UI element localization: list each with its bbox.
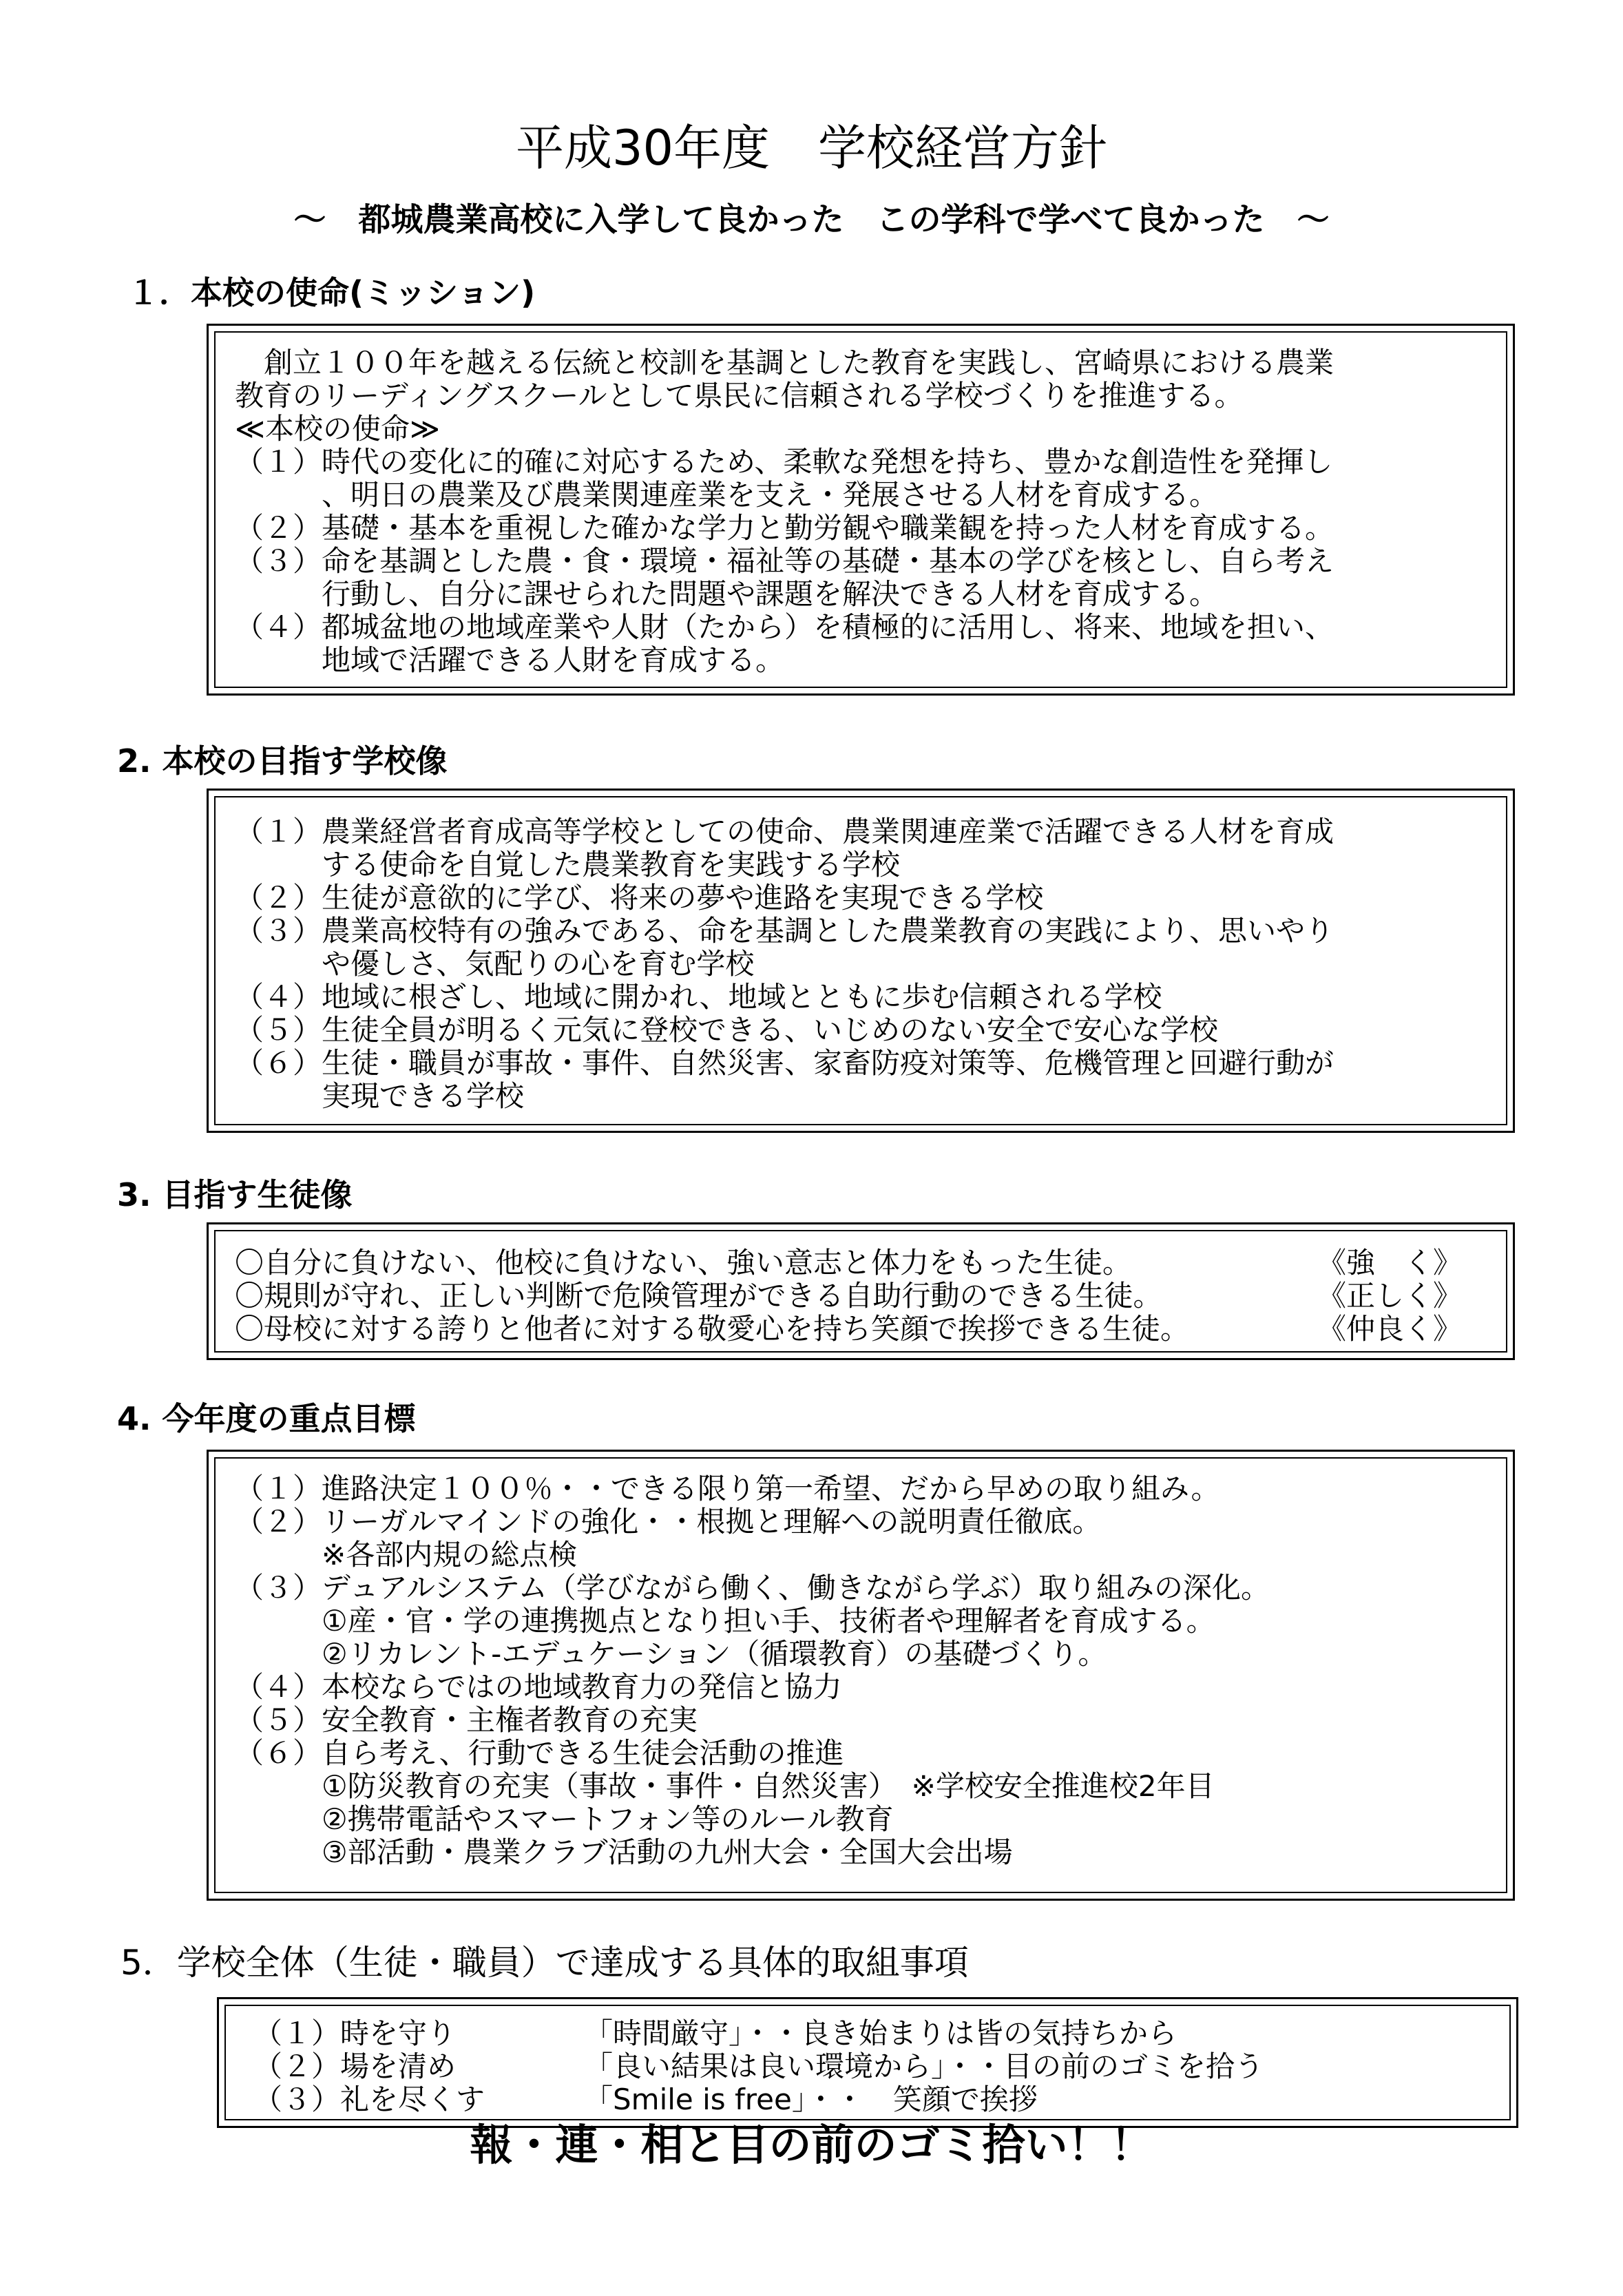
section-4-line: （３）デュアルシステム（学びながら働く、働きながら学ぶ）取り組みの深化。: [235, 1571, 1270, 1605]
section-2-line: （２）生徒が意欲的に学び、将来の夢や進路を実現できる学校: [235, 881, 1044, 915]
section-1-line: （４）都城盆地の地域産業や人財（たから）を積極的に活用し、将来、地域を担い、: [235, 610, 1334, 644]
section-2-line: する使命を自覚した農業教育を実践する学校: [235, 848, 901, 881]
section-5-inner: [224, 2005, 1511, 2120]
student-ideal-tag: 《正しく》: [1317, 1279, 1463, 1313]
action-description: 「良い結果は良い環境から」・・目の前のゴミを拾う: [584, 2049, 1264, 2083]
section-4-line: （６）自ら考え、行動できる生徒会活動の推進: [235, 1736, 844, 1770]
section-1-box: [207, 324, 1515, 696]
section-1-line: ≪本校の使命≫: [235, 412, 440, 446]
section-1-line: 、明日の農業及び農業関連産業を支え・発展させる人材を育成する。: [235, 478, 1219, 512]
section-2-line: 実現できる学校: [235, 1079, 525, 1113]
page-subtitle: ～ 都城農業高校に入学して良かった この学科で学べて良かった ～: [293, 201, 1330, 239]
student-ideal-text: 〇母校に対する誇りと他者に対する敬愛心を持ち笑顔で挨拶できる生徒。: [235, 1312, 1190, 1346]
section-4-line: ②リカレント-エデュケーション（循環教育）の基礎づくり。: [235, 1637, 1107, 1671]
page-title: 平成30年度 学校経営方針: [515, 120, 1108, 176]
section-4-inner: [214, 1457, 1507, 1893]
section-1-line: 行動し、自分に課せられた問題や課題を解決できる人材を育成する。: [235, 577, 1219, 611]
section-4-heading: 4. 今年度の重点目標: [117, 1400, 416, 1437]
section-1-inner: [214, 331, 1507, 688]
section-2-line: （５）生徒全員が明るく元気に登校できる、いじめのない安全で安心な学校: [235, 1013, 1219, 1047]
section-5-box: [217, 1997, 1518, 2128]
section-4-line: ※各部内規の総点検: [235, 1538, 578, 1572]
section-4-line: （４）本校ならではの地域教育力の発信と協力: [235, 1670, 842, 1704]
student-ideal-text: 〇自分に負けない、他校に負けない、強い意志と体力をもった生徒。: [235, 1246, 1132, 1280]
section-4-line: （１）進路決定１００％・・できる限り第一希望、だから早めの取り組み。: [235, 1472, 1220, 1505]
section-4-box: [207, 1450, 1515, 1901]
section-5-heading: 5．学校全体（生徒・職員）で達成する具体的取組事項: [121, 1943, 969, 1983]
section-4-line: （５）安全教育・主権者教育の充実: [235, 1703, 698, 1737]
section-2-line: や優しさ、気配りの心を育む学校: [235, 947, 755, 981]
section-4-line: （２）リーガルマインドの強化・・根拠と理解への説明責任徹底。: [235, 1505, 1102, 1538]
section-2-line: （３）農業高校特有の強みである、命を基調とした農業教育の実践により、思いやり: [235, 914, 1334, 948]
section-1-line: （３）命を基調とした農・食・環境・福祉等の基礎・基本の学びを核とし、自ら考え: [235, 544, 1334, 578]
student-ideal-tag: 《仲良く》: [1317, 1312, 1463, 1346]
action-description: 「時間厳守」・・良き始まりは皆の気持ちから: [584, 2016, 1177, 2050]
section-1-line: 教育のリーディングスクールとして県民に信頼される学校づくりを推進する。: [235, 379, 1244, 413]
closing-slogan: 報・連・相と目の前のゴミ拾い！！: [470, 2120, 1153, 2170]
section-3-box: [207, 1222, 1515, 1360]
section-2-heading: 2. 本校の目指す学校像: [117, 742, 448, 780]
section-4-line: ①防災教育の充実（事故・事件・自然災害） ※学校安全推進校2年目: [235, 1769, 1215, 1803]
section-3-heading: 3. 目指す生徒像: [117, 1176, 353, 1213]
section-1-line: （１）時代の変化に的確に対応するため、柔軟な発想を持ち、豊かな創造性を発揮し: [235, 445, 1333, 479]
section-2-inner: [214, 796, 1507, 1125]
action-item: （２）場を清め: [253, 2049, 457, 2083]
action-item: （３）礼を尽くす: [253, 2083, 485, 2116]
section-3-inner: [214, 1230, 1507, 1353]
student-ideal-tag: 《強 く》: [1317, 1246, 1463, 1280]
section-1-line: 創立１００年を越える伝統と校訓を基調とした教育を実践し、宮崎県における農業: [235, 346, 1334, 379]
section-2-line: （４）地域に根ざし、地域に開かれ、地域とともに歩む信頼される学校: [235, 980, 1162, 1014]
section-2-line: （１）農業経営者育成高等学校としての使命、農業関連産業で活躍できる人材を育成: [235, 815, 1334, 848]
section-1-line: 地域で活躍できる人財を育成する。: [235, 643, 785, 677]
section-1-heading: １．本校の使命(ミッション): [127, 274, 536, 311]
student-ideal-text: 〇規則が守れ、正しい判断で危険管理ができる自助行動のできる生徒。: [235, 1279, 1162, 1313]
section-2-line: （６）生徒・職員が事故・事件、自然災害、家畜防疫対策等、危機管理と回避行動が: [235, 1046, 1334, 1080]
section-1-line: （２）基礎・基本を重視した確かな学力と勤労観や職業観を持った人材を育成する。: [235, 511, 1334, 545]
action-item: （１）時を守り: [253, 2016, 457, 2050]
action-description: 「Smile is free」・・ 笑顔で挨拶: [584, 2083, 1038, 2116]
section-4-line: ①産・官・学の連携拠点となり担い手、技術者や理解者を育成する。: [235, 1604, 1215, 1638]
section-4-line: ②携帯電話やスマートフォン等のルール教育: [235, 1802, 894, 1836]
section-4-line: ③部活動・農業クラブ活動の九州大会・全国大会出場: [235, 1835, 1013, 1869]
section-2-box: [207, 789, 1515, 1133]
